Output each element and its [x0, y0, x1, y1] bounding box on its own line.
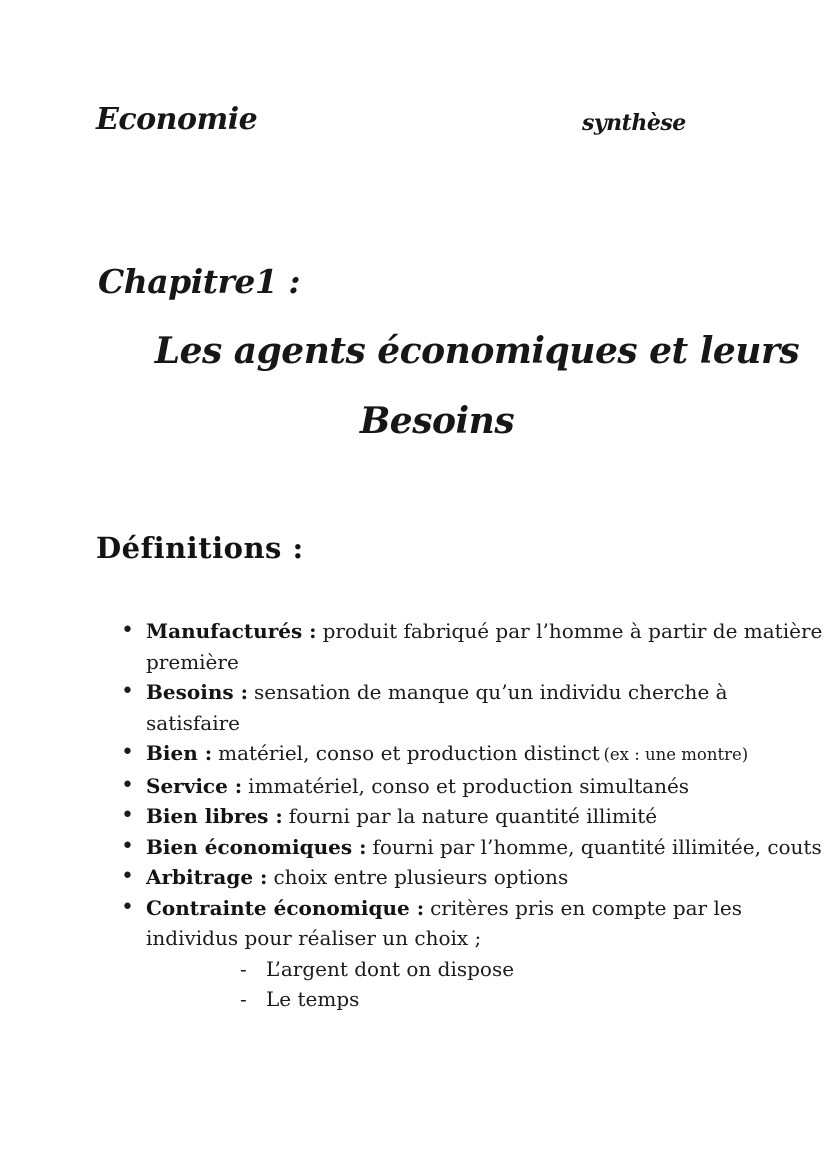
definition-text: matériel, conso et production distinct: [218, 741, 600, 765]
definition-item-contrainte-economique: [146, 893, 826, 1015]
definition-term: Bien économiques :: [146, 834, 367, 859]
definition-subitem-text: L’argent dont on dispose: [266, 956, 515, 981]
definition-term: Manufacturés :: [146, 619, 317, 643]
definition-term: Besoins :: [146, 680, 248, 704]
definition-item-manufactures: [146, 616, 826, 677]
definition-item-arbitrage: [146, 862, 826, 893]
chapter-title-line2: Besoins: [359, 400, 515, 442]
chapter-title-line1: Les agents économiques et leurs: [154, 330, 800, 372]
section-heading: Définitions :: [96, 531, 304, 565]
definition-text: choix entre plusieurs options: [273, 865, 569, 889]
course-title: Economie: [96, 102, 258, 137]
definition-item-bien: [146, 738, 826, 771]
definition-subitem: [240, 954, 826, 985]
definition-term: Service :: [146, 773, 243, 798]
definition-subitem-text: Le temps: [266, 987, 360, 1011]
definition-subitem: [240, 984, 826, 1015]
definition-term: Bien :: [146, 741, 213, 765]
definition-text: fourni par l’homme, quantité illimitée, couts: [372, 834, 822, 859]
doc-type-label: synthèse: [582, 110, 686, 136]
definition-item-bien-economiques: [146, 832, 826, 863]
definition-term: Contrainte économique :: [146, 895, 425, 920]
definition-item-besoins: [146, 677, 826, 738]
definition-term: Arbitrage :: [146, 865, 268, 889]
definition-note: (ex : une montre): [603, 745, 749, 764]
definition-text: immatériel, conso et production simultanés: [248, 773, 690, 798]
definition-item-service: [146, 771, 826, 802]
definition-item-bien-libres: [146, 801, 826, 832]
definition-text: fourni par la nature quantité illimité: [288, 804, 658, 828]
definition-text: critères pris en compte par les individus pour réaliser un choix ;: [146, 895, 742, 950]
definition-term: Bien libres :: [146, 804, 283, 828]
definitions-list: [96, 616, 826, 1015]
chapter-label: Chapitre1 :: [98, 262, 301, 301]
definition-text: produit fabriqué par l’homme à partir de matière première: [146, 619, 823, 674]
definition-text: sensation de manque qu’un individu cherche à satisfaire: [146, 680, 728, 735]
